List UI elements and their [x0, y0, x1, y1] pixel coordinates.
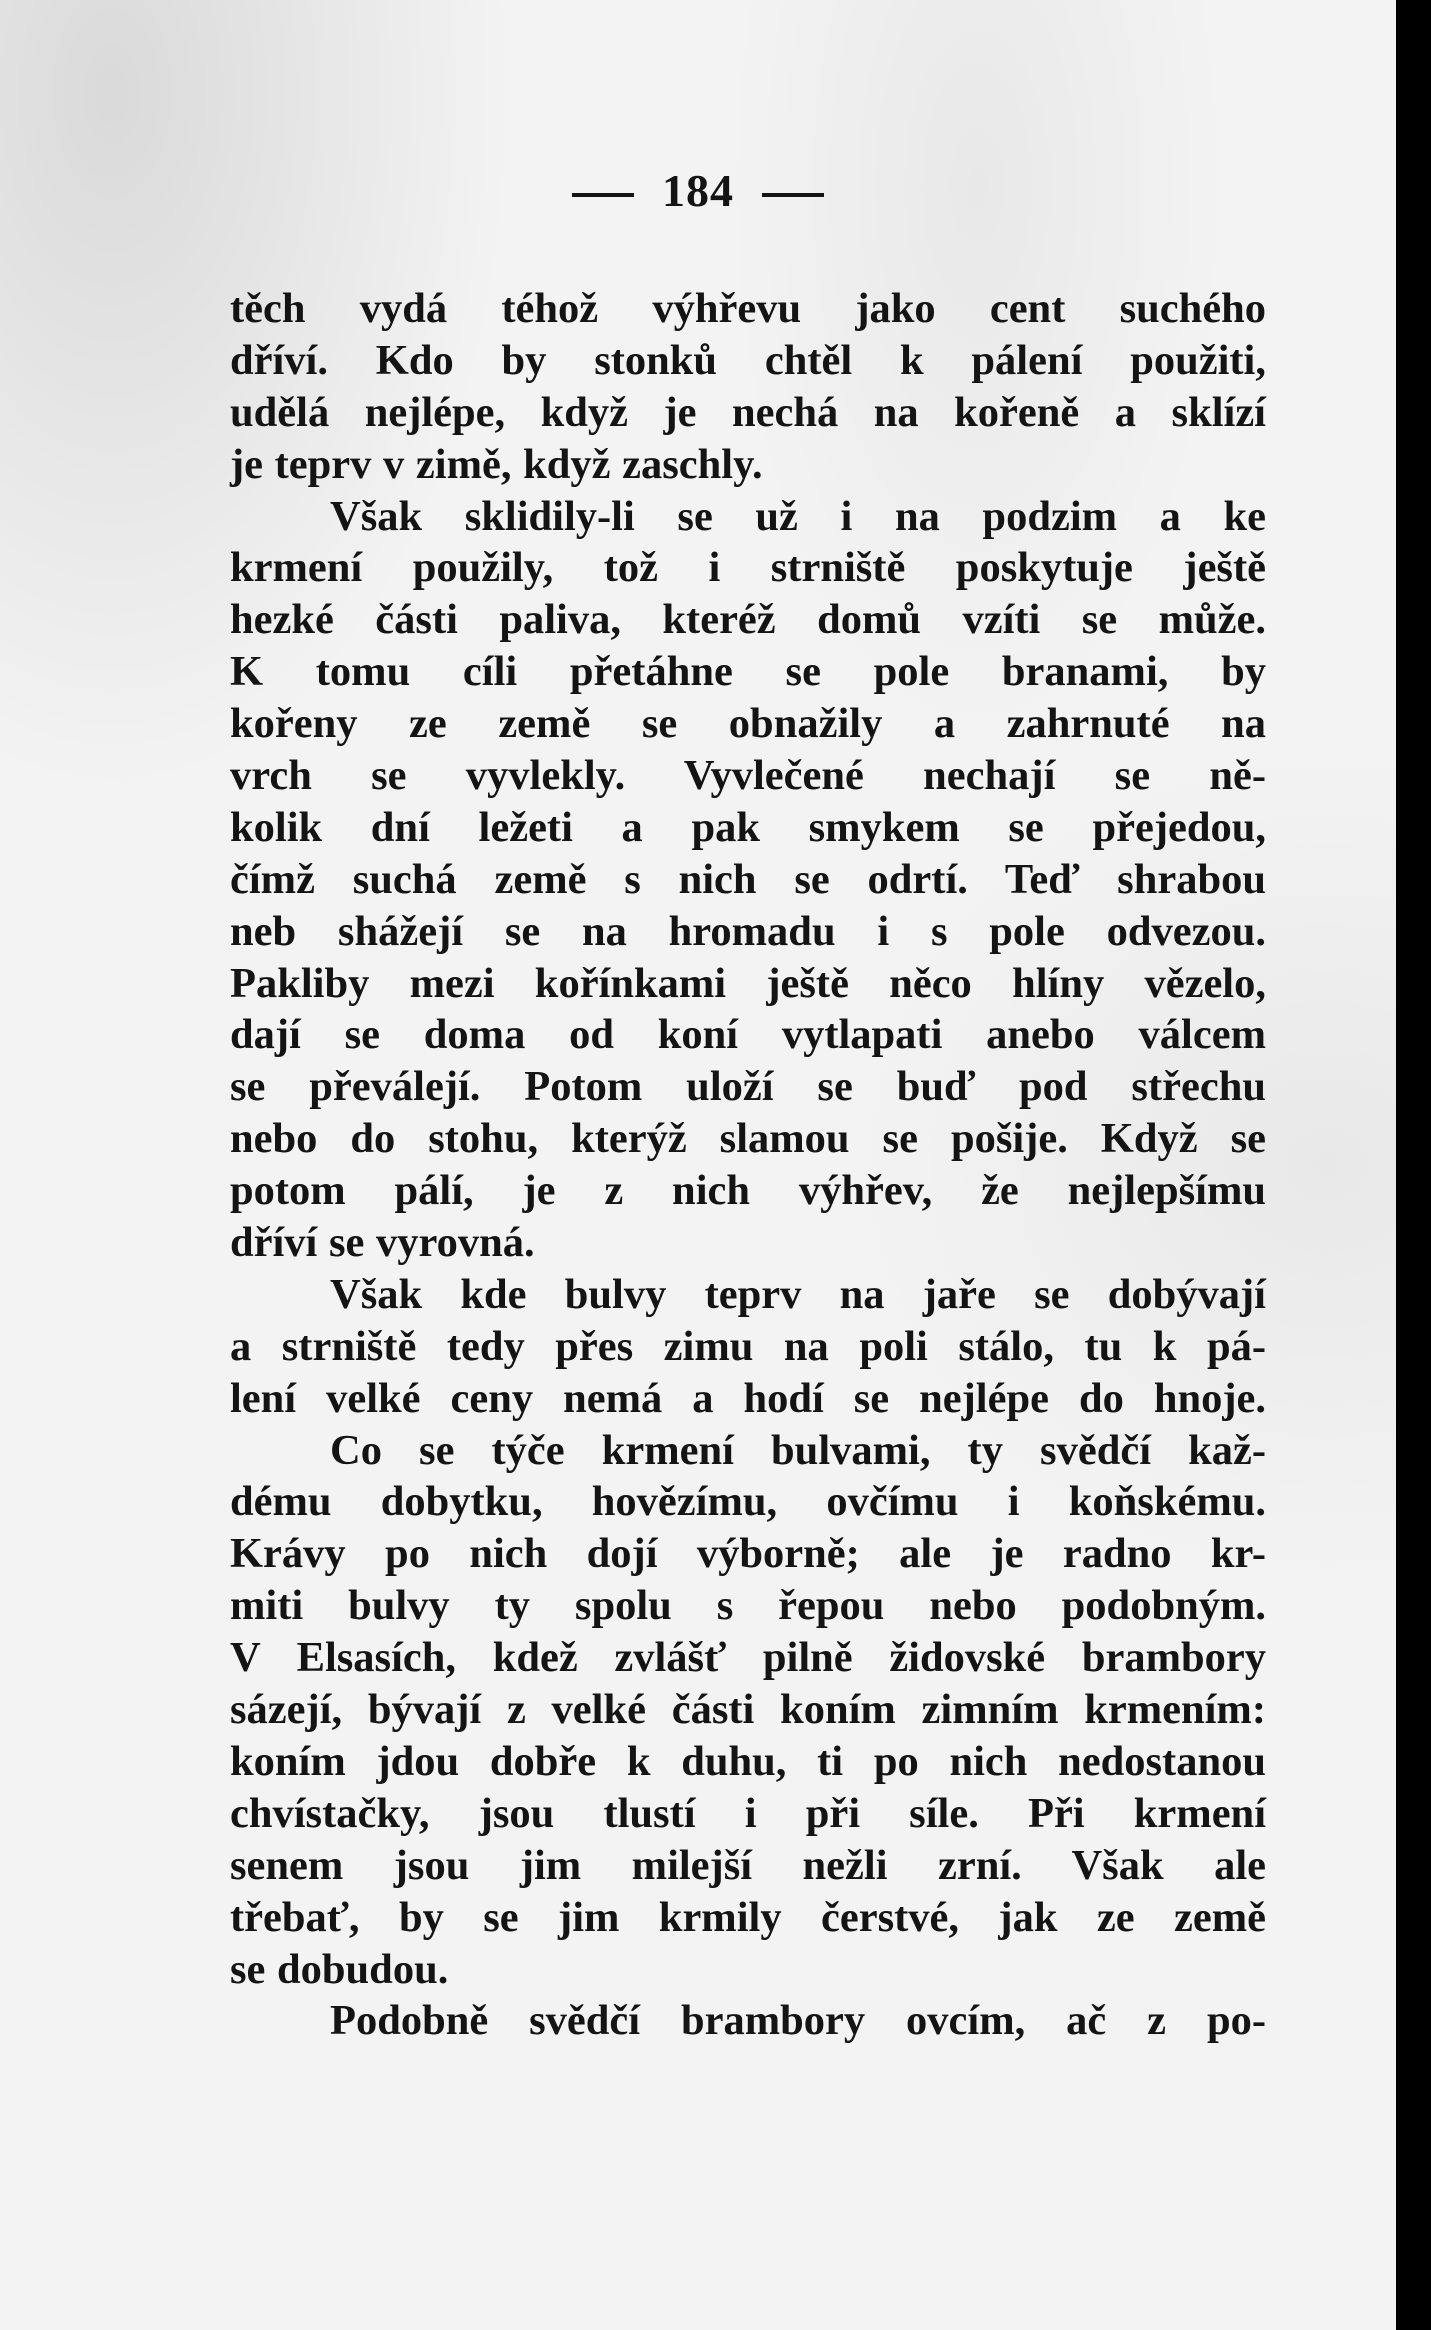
- text-line: lení velké ceny nemá a hodí se nejlépe do hnoje.: [230, 1374, 1266, 1422]
- text-line: je teprv v zimě, když zaschly.: [230, 440, 763, 488]
- text-line: nebo do stohu, kterýž slamou se pošije. Když se: [230, 1115, 1266, 1163]
- header-dash-right: [762, 193, 824, 197]
- text-line: Podobně svědčí brambory ovcím, ač z po-: [330, 1997, 1266, 2045]
- text-line: dému dobytku, hovězímu, ovčímu i koňskému.: [230, 1478, 1266, 1526]
- text-line: kořeny ze země se obnažily a zahrnuté na: [230, 700, 1266, 748]
- text-line: čímž suchá země s nich se odrtí. Teď shrabou: [230, 855, 1266, 903]
- text-line: třebať, by se jim krmily čerstvé, jak ze země: [230, 1893, 1266, 1941]
- text-line: vrch se vyvlekly. Vyvlečené nechají se ně-: [230, 752, 1266, 800]
- text-line: Krávy po nich dojí výborně; ale je radno kr-: [230, 1530, 1266, 1578]
- text-line: kolik dní ležeti a pak smykem se přejedou,: [230, 803, 1266, 851]
- text-line: neb shážejí se na hromadu i s pole odvezou.: [230, 907, 1266, 955]
- text-line: těch vydá téhož výhřevu jako cent suchého: [230, 285, 1266, 332]
- text-line: V Elsasích, kdež zvlášť pilně židovské brambory: [230, 1634, 1266, 1682]
- text-line: Však sklidily-li se už i na podzim a ke: [330, 492, 1266, 540]
- header-dash-left: [572, 193, 634, 197]
- text-line: se dobudou.: [230, 1945, 449, 1993]
- text-line: dříví. Kdo by stonků chtěl k pálení použiti,: [230, 336, 1266, 384]
- text-line: senem jsou jim milejší nežli zrní. Však ale: [230, 1841, 1266, 1889]
- page-number: 184: [662, 165, 734, 216]
- text-line: krmení použily, tož i strniště poskytuje ještě: [230, 544, 1266, 592]
- text-line: chvístačky, jsou tlustí i při síle. Při krmení: [230, 1789, 1266, 1837]
- text-line: Co se týče krmení bulvami, ty svědčí kaž-: [330, 1426, 1266, 1474]
- body-text: [230, 283, 1266, 2047]
- text-line: K tomu cíli přetáhne se pole branami, by: [230, 648, 1266, 696]
- text-line: potom pálí, je z nich výhřev, že nejlepšímu: [230, 1167, 1266, 1215]
- text-line: Však kde bulvy teprv na jaře se dobývají: [330, 1270, 1266, 1318]
- text-line: miti bulvy ty spolu s řepou nebo podobným.: [230, 1582, 1266, 1630]
- text-line: Pakliby mezi kořínkami ještě něco hlíny vězelo,: [230, 959, 1266, 1007]
- page-header: [0, 165, 1396, 216]
- text-line: sázejí, bývají z velké části koním zimním krmením:: [230, 1686, 1266, 1734]
- text-line: dají se doma od koní vytlapati anebo válcem: [230, 1011, 1266, 1059]
- text-line: koním jdou dobře k duhu, ti po nich nedostanou: [230, 1737, 1266, 1785]
- text-line: hezké části paliva, kteréž domů vzíti se může.: [230, 596, 1266, 644]
- text-line: dříví se vyrovná.: [230, 1219, 535, 1267]
- text-line: udělá nejlépe, když je nechá na kořeně a sklízí: [230, 388, 1266, 436]
- text-line: a strniště tedy přes zimu na poli stálo, tu k pá-: [230, 1322, 1266, 1370]
- text-line: se převálejí. Potom uloží se buď pod střechu: [230, 1063, 1266, 1111]
